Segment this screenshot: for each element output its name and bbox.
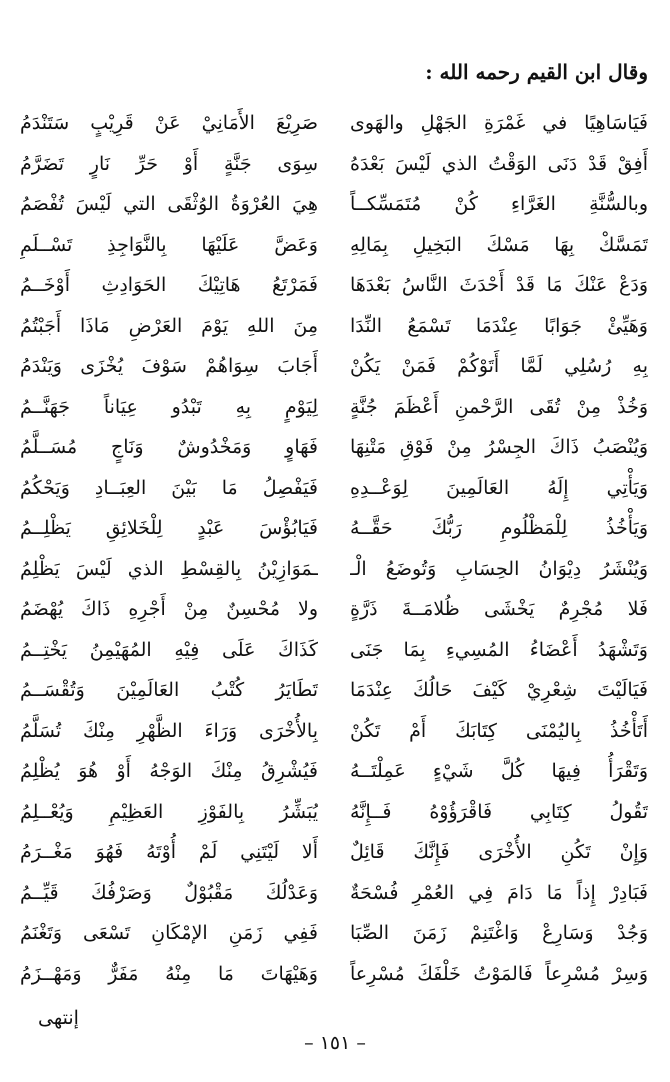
first-hemistich-column xyxy=(350,103,648,994)
verse-line: وَيُنْشَرُ دِيْوَانُ الحِسَابِ وَتُوضَعُ الْـ xyxy=(350,557,648,580)
verse-line: بِالأُخْرَى وَرَاءَ الظَّهْرِ مِنْكَ تُسَلَّمُ xyxy=(20,719,318,742)
verse-line: مِنَ اللهِ يَوْمَ العَرْضِ مَاذَا أَجَبْتُمُ xyxy=(20,314,318,337)
verse-line: فَبَادِرْ إِذاً مَا دَامَ فِي العُمْرِ فُسْحَةٌ xyxy=(350,881,648,904)
verse-line: تَمَسَّكْ بِهَا مَسْكَ البَخِيلِ بِمَالِهِ xyxy=(350,233,648,256)
poem-heading: وقال ابن القيم رحمه الله : xyxy=(425,60,648,84)
ending-note: إنتهى xyxy=(38,1007,79,1029)
verse-line: فَيَابُؤْسَ عَبْدٍ لِلْخَلائِقِ يَظْلِــمُ xyxy=(20,517,318,539)
verse-line: أَلا لَيْتَنِي لَمْ أُوْتَهُ فَهُوَ مَغْــرَمُ xyxy=(20,841,318,863)
verse-line: بِهِ رُسُلِي لَمَّا أَتَوْكُمْ فَمَنْ يَكُنْ xyxy=(350,355,648,377)
verse-line: أَفِقْ قَدْ دَنَى الوَقْتُ الذي لَيْسَ بَعْدَهُ xyxy=(350,152,648,175)
verse-line: وَهَيِّئْ جَوَابًا عِنْدَمَا تَسْمَعُ النِّدَا xyxy=(350,314,648,337)
verse-line: ـمَوَازِيْنُ بِالقِسْطِ الذي لَيْسَ يَظْلِمُ xyxy=(20,557,318,580)
verse-line: فَيَالَيْتَ شِعْرِيْ كَيْفَ حَالُكَ عِنْدَمَا xyxy=(350,679,648,701)
verse-line: فَيَاسَاهِيًا في غَمْرَةِ الجَهْلِ والهَوى xyxy=(350,112,648,134)
verse-line: فَهَاوٍ وَمَخْدُوشٌ وَنَاجٍ مُسَــلَّمُ xyxy=(20,436,318,458)
verse-line: أَجَابَ سِوَاهُمْ سَوْفَ يُخْزَى وَيَنْدَمُ xyxy=(20,355,318,377)
verse-line: صَرِيْعَ الأَمَانِيْ عَنْ قَرِيْبٍ سَتَنْدَمُ xyxy=(20,112,318,134)
verse-line: وَتَشْهَدُ أَعْضَاءُ المُسِيءِ بِمَا جَنَى xyxy=(350,638,648,661)
verse-line: ولا مُحْسِنٌ مِنْ أَجْرِهِ ذَاكَ يُهْضَمُ xyxy=(20,598,318,620)
verse-line: وَيَأْخُذُ لِلْمَظْلُومِ رَبُّكَ حَقَّــهُ xyxy=(350,517,648,539)
verse-line: هِيَ العُرْوَةُ الوُثْقَى التي لَيْسَ تُفْصَمُ xyxy=(20,193,318,215)
second-hemistich-column xyxy=(20,103,318,994)
verse-line: وَعَدْلُكَ مَقْبُوْلٌ وَصَرْفُكَ قَيِّــمُ xyxy=(20,881,318,904)
verse-line: وَتَقْرَأُ فِيهَا كُلَّ شَيْءٍ عَمِلْتَــهُ xyxy=(350,760,648,782)
verse-line: أَتَأْخُذُ بِاليُمْنَى كِتَابَكَ أَمْ تَكُنْ xyxy=(350,719,648,742)
verse-line: فَلا مُجْرِمٌ يَخْشَى ظُلامَــةَ ذَرَّةٍ xyxy=(350,598,648,620)
page-number: – ١٥١ – xyxy=(304,1032,366,1054)
verse-line: وَجُدْ وَسَارِعْ وَاغْتَنِمْ زَمَنَ الصِّبَا xyxy=(350,922,648,944)
verse-line: تَقُولُ كِتَابِي فَاقْرَؤُوْهُ فَــإِنَّهُ xyxy=(350,800,648,823)
verse-line: وَعَضَّ عَلَيْهَا بِالنَّوَاجِذِ تَسْــلَمِ xyxy=(20,233,318,256)
verse-line: كَذَاكَ عَلَى فِيْهِ المُهَيْمِنُ يَخْتِــمُ xyxy=(20,638,318,661)
verse-line: وبالسُّنَّةِ الغَرَّاءِ كُنْ مُتَمَسِّكــاً xyxy=(350,193,648,215)
verse-line: سِوَى جَنَّةٍ أَوْ حَرِّ نَارٍ تَضَرَّمُ xyxy=(20,152,318,175)
verse-line: وَإِنْ تَكُنِ الأُخْرَى فَإِنَّكَ قَائِلٌ xyxy=(350,841,648,863)
verse-line: وَخُذْ مِنْ تُقَى الرَّحْمنِ أَعْظَمَ جُنَّةٍ xyxy=(350,395,648,418)
verse-line: فَيُشْرِقُ مِنْكَ الوَجْهُ أَوْ هُوَ يُظْلِمُ xyxy=(20,760,318,782)
verse-line: لِيَوْمٍ بِهِ تَبْدُو عِيَاناً جَهَنَّــمُ xyxy=(20,395,318,418)
verse-line: وَيُنْصَبُ ذَاكَ الجِسْرُ مِنْ فَوْقِ مَتْنِهَا xyxy=(350,436,648,458)
verse-line: وَيَأْتِي إِلَهُ العَالَمِينَ لِوَعْــدِهِ xyxy=(350,476,648,499)
verse-line: يُبَشِّرُ بِالفَوْزِ العَظِيْمِ وَيُعْــلِمُ xyxy=(20,800,318,823)
verse-line: فَمَرْتَعُ هَاتِيْكَ الحَوَادِثِ أَوْخَــمُ xyxy=(20,274,318,296)
verse-line: وَهَيْهَاتَ مَا مِنْهُ مَفَرٌّ وَمَهْــزَمُ xyxy=(20,962,318,985)
verse-line: تَطَايَرُ كُتْبُ العَالَمِيْنَ وَتُقْسَــمُ xyxy=(20,679,318,701)
verse-line: فَيَفْصِلُ مَا بَيْنَ العِبَــادِ وَيَحْكُمُ xyxy=(20,476,318,499)
verse-line: فَفِي زَمَنِ الإمْكَانِ تَسْعَى وَتَغْنَمُ xyxy=(20,922,318,944)
verse-line: وَسِرْ مُسْرِعاً فَالمَوْتُ خَلْفَكَ مُسْرِعاً xyxy=(350,962,648,985)
verse-line: وَدَعْ عَنْكَ مَا قَدْ أَحْدَثَ النَّاسُ بَعْدَهَا xyxy=(350,274,648,296)
